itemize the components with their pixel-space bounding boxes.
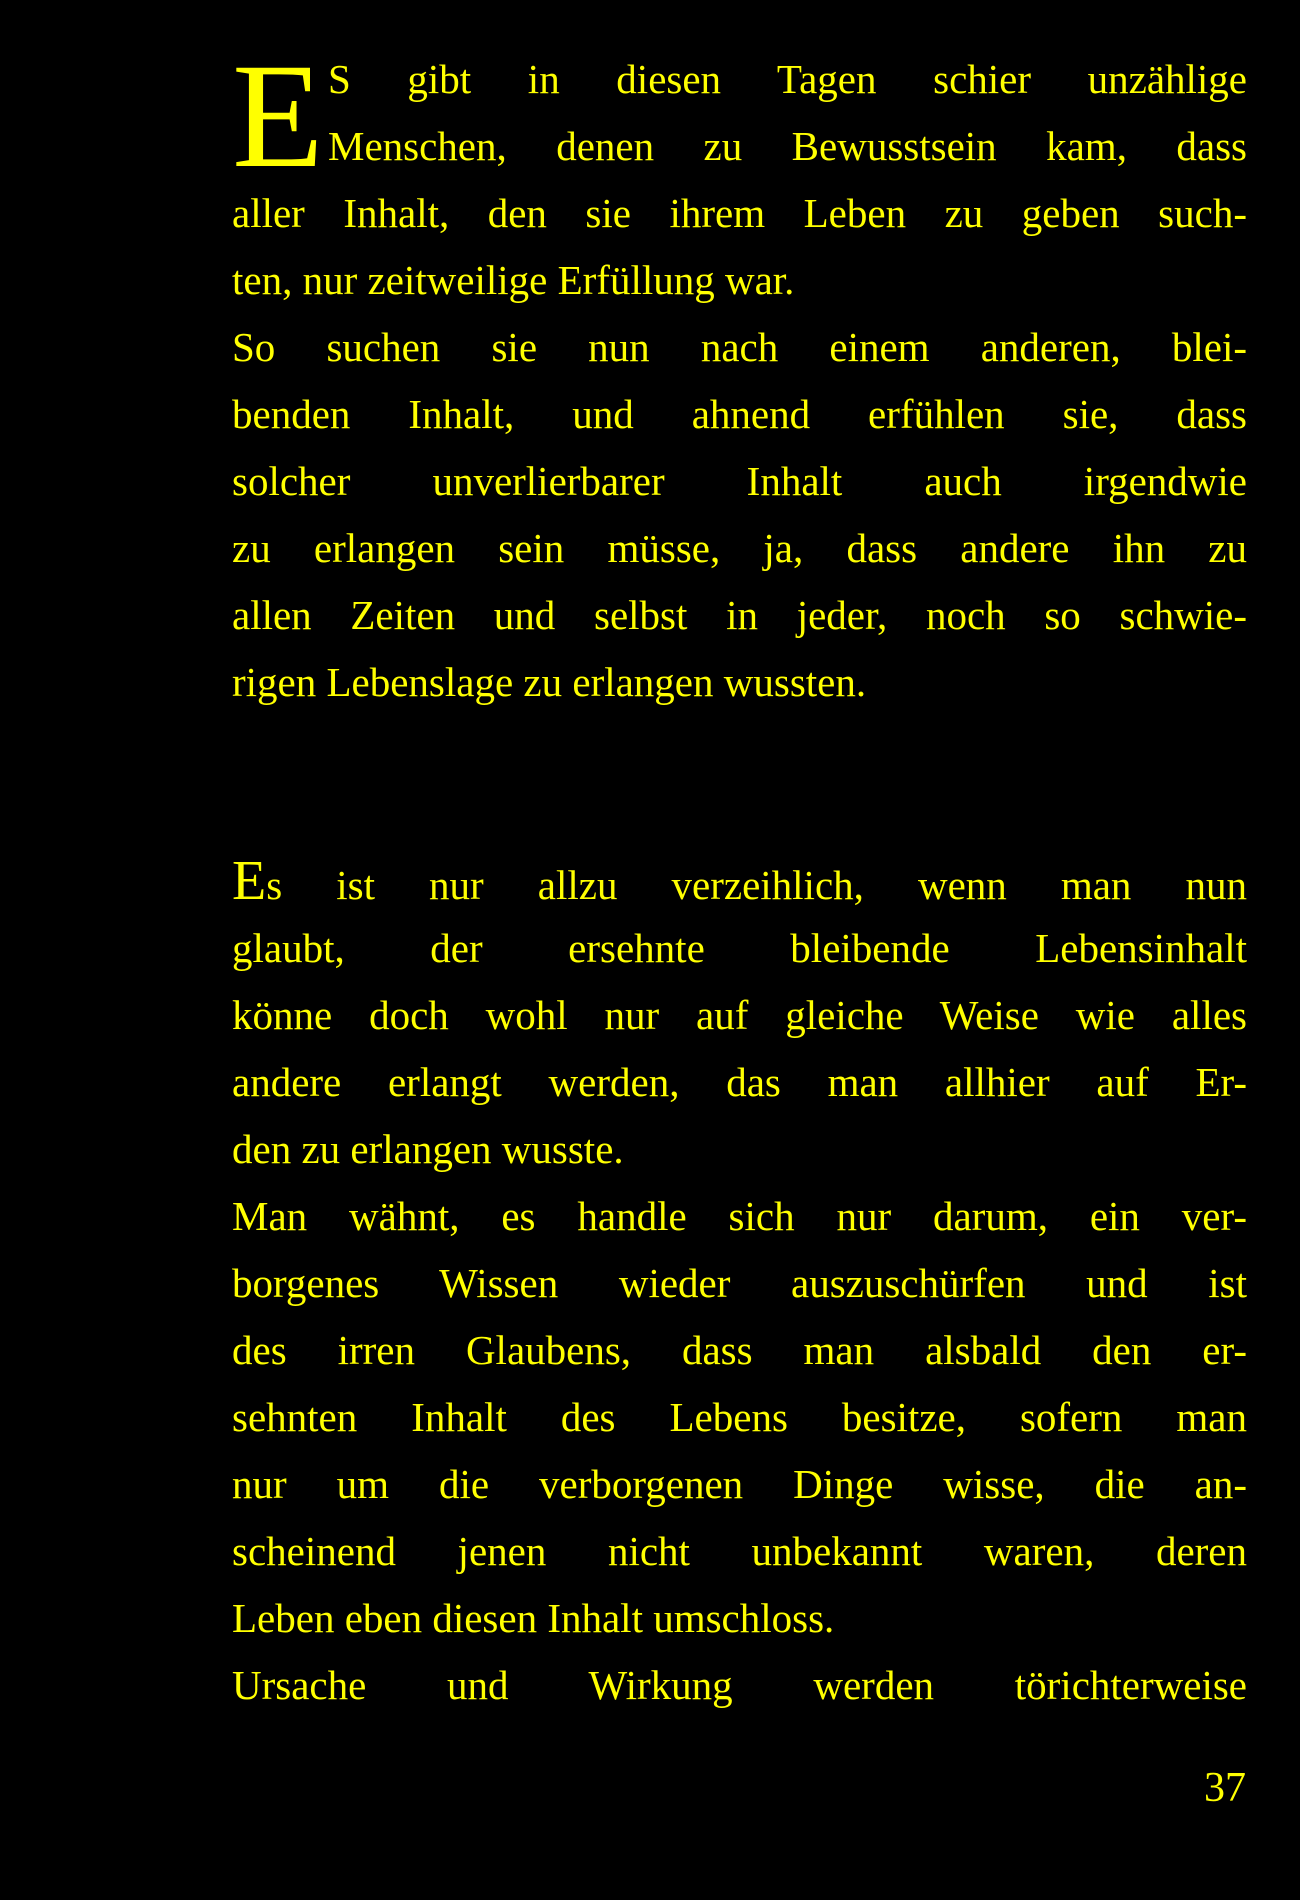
text-line: glaubt, der ersehnte bleibende Lebensinhalt: [232, 925, 1247, 971]
text-line: sehnten Inhalt des Lebens besitze, sofern man: [232, 1394, 1247, 1440]
text-line: Menschen, denen zu Bewusstsein kam, dass: [328, 123, 1247, 169]
text-line: Leben eben diesen Inhalt umschloss.: [232, 1595, 835, 1641]
text-line-with-initial: [232, 848, 1247, 915]
initial-letter: E: [232, 850, 267, 912]
text-line: des irren Glaubens, dass man alsbald den er-: [232, 1327, 1247, 1373]
text-line: borgenes Wissen wieder auszuschürfen und ist: [232, 1260, 1247, 1306]
text-line-rest: s ist nur allzu verzeihlich, wenn man nun: [266, 862, 1247, 908]
paragraph-section-1: [232, 46, 1247, 716]
text-line: allen Zeiten und selbst in jeder, noch so schwie-: [232, 592, 1247, 638]
text-line: solcher unverlierbarer Inhalt auch irgendwie: [232, 458, 1247, 504]
text-line: andere erlangt werden, das man allhier auf Er-: [232, 1059, 1247, 1105]
text-line: zu erlangen sein müsse, ja, dass andere ihn zu: [232, 525, 1247, 571]
paragraph-section-2: [232, 848, 1247, 1719]
text-line: benden Inhalt, und ahnend erfühlen sie, dass: [232, 391, 1247, 437]
text-line: scheinend jenen nicht unbekannt waren, deren: [232, 1528, 1247, 1574]
text-line: rigen Lebenslage zu erlangen wussten.: [232, 659, 867, 705]
text-line: Ursache und Wirkung werden törichterweise: [232, 1662, 1247, 1708]
text-line: könne doch wohl nur auf gleiche Weise wie alles: [232, 992, 1247, 1038]
text-line: den zu erlangen wusste.: [232, 1126, 624, 1172]
text-line: S gibt in diesen Tagen schier unzählige: [328, 56, 1247, 102]
text-line: So suchen sie nun nach einem anderen, blei-: [232, 324, 1247, 370]
text-line: aller Inhalt, den sie ihrem Leben zu geben such-: [232, 190, 1247, 236]
drop-cap-letter: E: [232, 56, 324, 176]
text-line: ten, nur zeitweilige Erfüllung war.: [232, 257, 795, 303]
text-line: nur um die verborgenen Dinge wisse, die an-: [232, 1461, 1247, 1507]
page-number: 37: [1204, 1765, 1246, 1811]
text-line: Man wähnt, es handle sich nur darum, ein ver-: [232, 1193, 1247, 1239]
